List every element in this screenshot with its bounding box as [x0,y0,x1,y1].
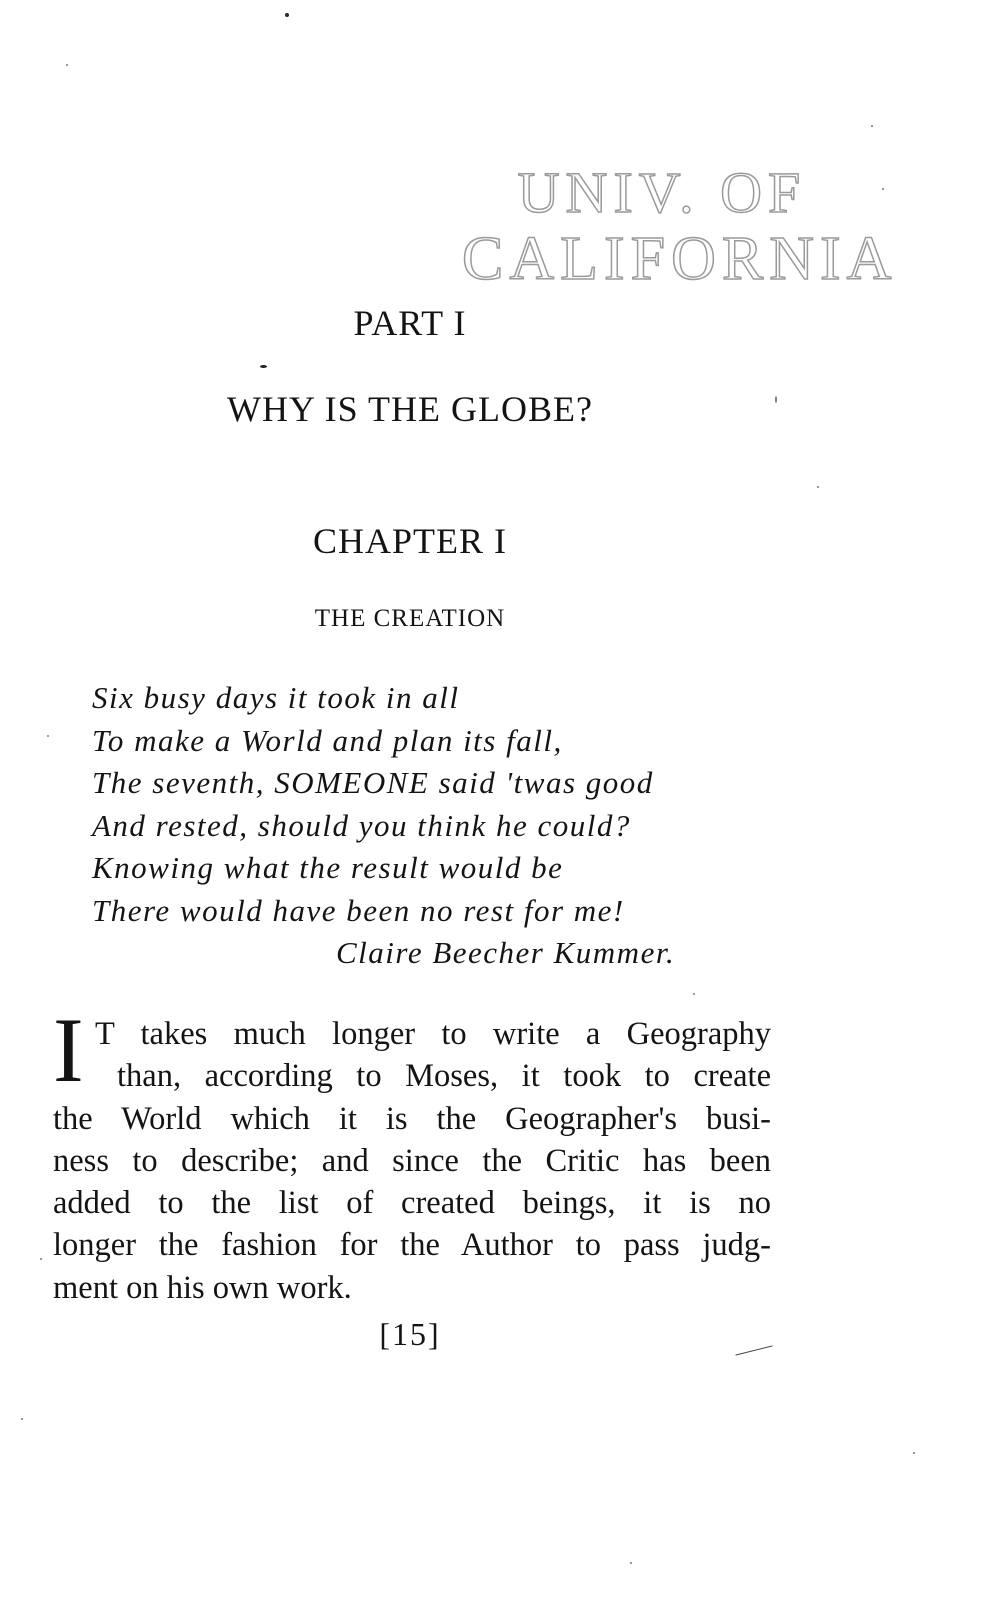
paragraph-line: added to the list of created beings, it is no [53,1185,771,1222]
poem-line: And rested, should you think he could? [92,807,631,843]
stamp-line-2: CALIFORNIA [462,225,898,293]
paragraph-line: the World which it is the Geographer's busi- [53,1100,771,1137]
paragraph-line: T takes much longer to write a Geography [95,1016,771,1052]
poem-line: There would have been no rest for me! [92,892,625,928]
paragraph-line: ness to describe; and since the Critic has been [53,1142,771,1179]
part-title: PART I [353,303,467,343]
library-stamp [462,160,898,293]
print-speck [285,13,289,17]
print-speck [66,64,68,66]
page-number: [15] [379,1316,441,1352]
drop-cap: I [53,999,84,1101]
poem-line: To make a World and plan its fall, [92,722,563,758]
paragraph-line: ment on his own work. [53,1269,352,1306]
epigraph-poem [92,677,812,975]
poem-line: Knowing what the result would be [92,850,564,885]
print-speck [40,1258,42,1260]
stamp-line-1: UNIV. OF [517,160,807,225]
print-speck [693,993,695,995]
poem-line: The seventh, SOMEONE said 'twas good [92,765,654,800]
paragraph-line: longer the fashion for the Author to pass judg- [53,1227,771,1264]
chapter-subtitle: THE CREATION [314,605,506,632]
print-speck [871,125,873,127]
chapter-title: CHAPTER I [312,521,507,561]
poem-attribution: Claire Beecher Kummer. [336,935,676,970]
print-speck [630,1562,632,1564]
print-speck [47,735,49,737]
body-paragraph [53,1013,771,1309]
print-speck [882,188,884,190]
poem-line: Six busy days it took in all [92,680,460,715]
paragraph-line: than, according to Moses, it took to create [117,1058,771,1095]
print-speck [260,365,267,368]
part-subtitle: WHY IS THE GLOBE? [227,389,593,429]
print-speck [913,1452,915,1454]
print-speck [21,1418,23,1420]
print-speck [817,486,819,488]
